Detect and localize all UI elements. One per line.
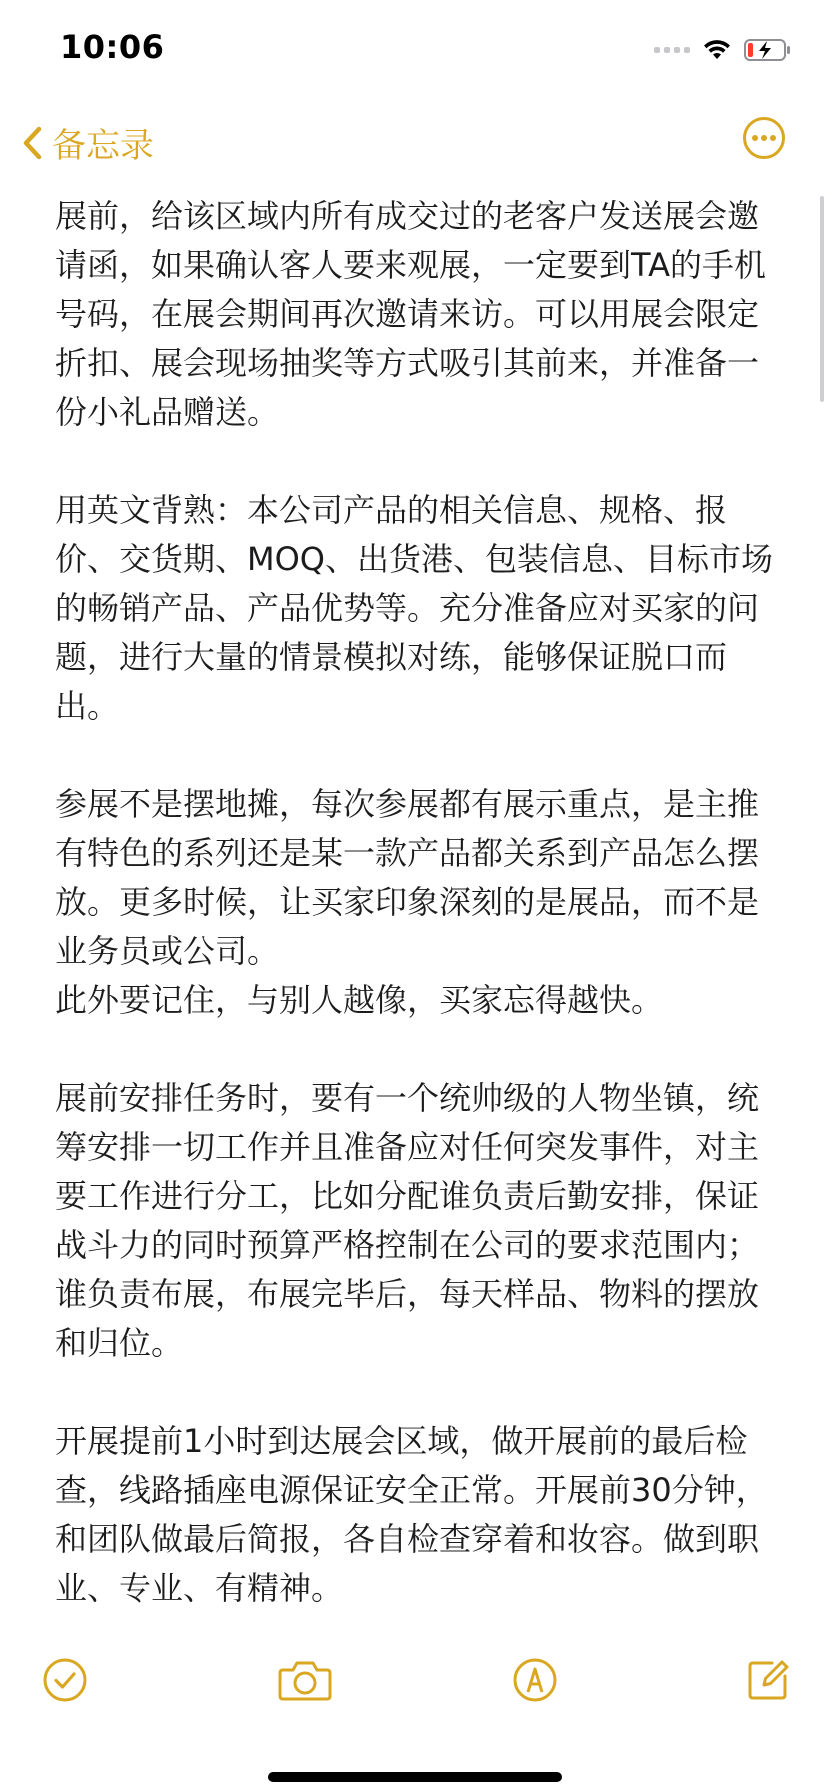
note-body[interactable]: [55, 192, 790, 1662]
note-paragraph: 此外要记住，与别人越像，买家忘得越快。: [55, 981, 664, 1019]
scroll-indicator[interactable]: [820, 196, 824, 402]
status-bar: [0, 0, 828, 100]
compose-button[interactable]: [740, 1652, 796, 1708]
chevron-left-icon: [22, 126, 42, 160]
back-label: 备忘录: [52, 126, 154, 166]
status-time: 10:06: [60, 28, 165, 66]
back-button[interactable]: [22, 118, 154, 167]
markup-button[interactable]: [507, 1652, 563, 1708]
note-paragraph: 展前，给该区域内所有成交过的老客户发送展会邀请函，如果确认客人要来观展，一定要到TA的手机号码，在展会期间再次邀请来访。可以用展会限定折扣、展会现场抽奖等方式吸引其前来，并准备一份小礼品赠送。: [55, 197, 766, 431]
status-icons: [654, 38, 792, 62]
bottom-toolbar: [0, 1640, 828, 1720]
note-paragraph: 参展不是摆地摊，每次参展都有展示重点，是主推有特色的系列还是某一款产品都关系到产品怎么摆放。更多时候，让买家印象深刻的是展品，而不是业务员或公司。: [55, 785, 760, 970]
note-paragraph: 用英文背熟：本公司产品的相关信息、规格、报价、交货期、MOQ、出货港、包装信息、目标市场的畅销产品、产品优势等。充分准备应对买家的问题，进行大量的情景模拟对练，能够保证脱口而出。: [55, 491, 773, 725]
compose-icon: [745, 1657, 791, 1703]
more-button[interactable]: [742, 116, 786, 160]
navigation-bar: [0, 100, 828, 184]
more-circle-icon: [742, 116, 786, 160]
markup-pen-icon: [512, 1657, 558, 1703]
checklist-icon: [42, 1657, 88, 1703]
home-indicator[interactable]: [268, 1772, 562, 1782]
note-paragraph: 开展提前1小时到达展会区域，做开展前的最后检查，线路插座电源保证安全正常。开展前30分钟，和团队做最后简报，各自检查穿着和妆容。做到职业、专业、有精神。: [55, 1422, 768, 1607]
battery-charging-icon: [744, 38, 792, 62]
camera-icon: [277, 1658, 333, 1702]
checklist-button[interactable]: [37, 1652, 93, 1708]
camera-button[interactable]: [273, 1652, 337, 1708]
note-paragraph: 展前安排任务时，要有一个统帅级的人物坐镇，统筹安排一切工作并且准备应对任何突发事件，对主要工作进行分工，比如分配谁负责后勤安排，保证战斗力的同时预算严格控制在公司的要求范围内；谁负责布展，布展完毕后，每天样品、物料的摆放和归位。: [55, 1079, 760, 1362]
cellular-signal-icon: [654, 47, 690, 53]
wifi-icon: [702, 39, 732, 61]
